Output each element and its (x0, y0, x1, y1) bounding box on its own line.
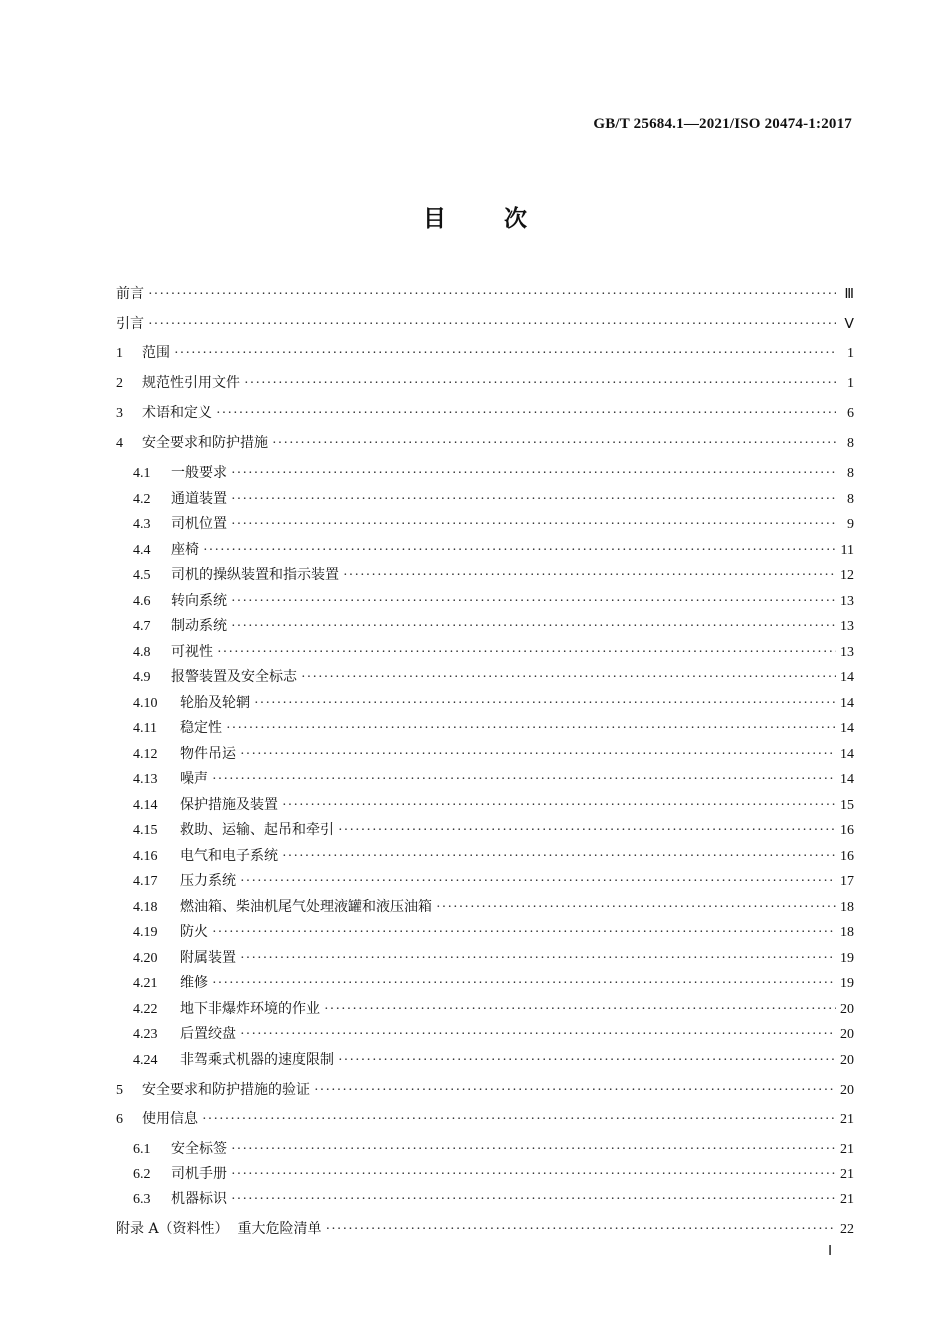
leader-dots (226, 718, 836, 740)
title-char-2: 次 (504, 206, 527, 232)
toc-page: 1 (847, 346, 854, 361)
leader-dots (212, 922, 836, 944)
toc-number: 4.22 (133, 1002, 158, 1017)
leader-dots (240, 948, 836, 970)
standard-code: GB/T 25684.1—2021/ISO 20474-1:2017 (593, 116, 852, 132)
toc-entry[interactable] (133, 896, 854, 918)
leader-dots (338, 1050, 836, 1072)
toc-label: 轮胎及轮辋 (180, 695, 250, 711)
leader-dots (231, 1189, 836, 1211)
toc-page: 21 (840, 1167, 854, 1182)
toc-page: 8 (847, 466, 854, 481)
toc-entry[interactable] (133, 462, 854, 484)
toc-label: 前言 (116, 286, 144, 302)
leader-dots (244, 373, 836, 395)
toc-label: 通道装置 (171, 491, 227, 507)
toc-label: 地下非爆炸环境的作业 (180, 1001, 320, 1017)
toc-number: 4.20 (133, 951, 158, 966)
toc-page: 8 (847, 492, 854, 507)
toc-entry[interactable] (133, 564, 854, 586)
toc-number: 4.16 (133, 849, 158, 864)
toc-entry[interactable] (116, 1079, 854, 1101)
page-folio: Ⅰ (828, 1244, 833, 1259)
toc-entry[interactable] (133, 998, 854, 1020)
toc-page: 20 (840, 1083, 854, 1098)
toc-entry[interactable] (116, 313, 854, 335)
toc-page: 17 (840, 874, 854, 889)
toc-label: 规范性引用文件 (142, 375, 240, 391)
toc-number: 4.5 (133, 568, 151, 583)
toc-entry[interactable] (133, 1138, 854, 1160)
toc-number: 4.10 (133, 696, 158, 711)
toc-number: 4.24 (133, 1053, 158, 1068)
leader-dots (314, 1080, 836, 1102)
toc-label: 术语和定义 (142, 405, 212, 421)
toc-number: 4.21 (133, 976, 158, 991)
leader-dots (202, 1109, 836, 1131)
toc-entry[interactable] (133, 819, 854, 841)
toc-entry[interactable] (133, 768, 854, 790)
toc-entry[interactable] (133, 845, 854, 867)
toc-page: 20 (840, 1002, 854, 1017)
toc-entry[interactable] (116, 1108, 854, 1130)
leader-dots (240, 871, 836, 893)
toc-number: 4.19 (133, 925, 158, 940)
toc-number: 2 (116, 376, 123, 391)
leader-dots (174, 343, 836, 365)
toc-entry[interactable] (116, 342, 854, 364)
toc-label: 维修 (180, 975, 208, 991)
toc-page: 13 (840, 645, 854, 660)
leader-dots (436, 897, 836, 919)
toc-number: 3 (116, 406, 123, 421)
toc-entry[interactable] (116, 283, 854, 305)
toc-number: 4.18 (133, 900, 158, 915)
leader-dots (212, 973, 836, 995)
toc-label: 附属装置 (180, 950, 236, 966)
toc-label: 转向系统 (171, 593, 227, 609)
leader-dots (231, 514, 836, 536)
toc-number: 4.17 (133, 874, 158, 889)
toc-number: 1 (116, 346, 123, 361)
toc-label: 防火 (180, 924, 208, 940)
leader-dots (240, 1024, 836, 1046)
leader-dots (148, 284, 836, 306)
toc-page: 18 (840, 900, 854, 915)
leader-dots (231, 1164, 836, 1186)
toc-page: 21 (840, 1192, 854, 1207)
toc-page: 18 (840, 925, 854, 940)
toc-entry[interactable] (133, 717, 854, 739)
leader-dots (216, 403, 836, 425)
toc-label: 座椅 (171, 542, 199, 558)
leader-dots (231, 616, 836, 638)
toc-page: 9 (847, 517, 854, 532)
toc-page: 6 (847, 406, 854, 421)
toc-number: 4.14 (133, 798, 158, 813)
toc-page: 14 (840, 696, 854, 711)
toc-number: 6.1 (133, 1142, 151, 1157)
toc-page: 22 (840, 1222, 854, 1237)
toc-number: 4.6 (133, 594, 151, 609)
toc-page: Ⅴ (844, 317, 854, 332)
toc-label: 安全标签 (171, 1141, 227, 1157)
leader-dots (217, 642, 836, 664)
toc-entry[interactable] (133, 692, 854, 714)
toc-label: 保护措施及装置 (180, 797, 278, 813)
toc-label: 安全要求和防护措施 (142, 435, 268, 451)
toc-number: 6.3 (133, 1192, 151, 1207)
toc-label: 范围 (142, 345, 170, 361)
toc-entry[interactable] (133, 513, 854, 535)
toc-number: 4.9 (133, 670, 151, 685)
toc-entry[interactable] (133, 641, 854, 663)
toc-page: 14 (840, 772, 854, 787)
toc-label: 使用信息 (142, 1111, 198, 1127)
toc-page: 20 (840, 1053, 854, 1068)
leader-dots (254, 693, 836, 715)
leader-dots (231, 1139, 836, 1161)
toc-page: 14 (840, 747, 854, 762)
toc-entry[interactable] (133, 539, 854, 561)
toc-entry[interactable] (133, 666, 854, 688)
toc-page: 13 (840, 619, 854, 634)
toc-page: Ⅲ (844, 287, 854, 302)
toc-entry[interactable] (116, 1218, 854, 1240)
toc-entry[interactable] (133, 1049, 854, 1071)
toc-page: 16 (840, 849, 854, 864)
toc-entry[interactable] (133, 1023, 854, 1045)
toc-label: 机器标识 (171, 1191, 227, 1207)
toc-label: 附录 A（资料性） 重大危险清单 (116, 1221, 322, 1237)
leader-dots (231, 591, 836, 613)
toc-entry[interactable] (133, 921, 854, 943)
toc-label: 报警装置及安全标志 (171, 669, 297, 685)
leader-dots (338, 820, 836, 842)
leader-dots (343, 565, 836, 587)
toc-page: 21 (840, 1112, 854, 1127)
toc-entry[interactable] (133, 488, 854, 510)
toc-label: 压力系统 (180, 873, 236, 889)
toc-number: 4.2 (133, 492, 151, 507)
toc-number: 4.12 (133, 747, 158, 762)
toc-page: 12 (840, 568, 854, 583)
toc-label: 物件吊运 (180, 746, 236, 762)
leader-dots (231, 463, 836, 485)
leader-dots (231, 489, 836, 511)
leader-dots (240, 744, 836, 766)
toc-entry[interactable] (133, 1188, 854, 1210)
toc-number: 4.23 (133, 1027, 158, 1042)
toc-page: 14 (840, 670, 854, 685)
toc-page: 14 (840, 721, 854, 736)
leader-dots (301, 667, 836, 689)
toc-label: 安全要求和防护措施的验证 (142, 1082, 310, 1098)
toc-label: 一般要求 (171, 465, 227, 481)
toc-label: 非驾乘式机器的速度限制 (180, 1052, 334, 1068)
toc-page: 13 (840, 594, 854, 609)
toc-number: 4.1 (133, 466, 151, 481)
toc-entry[interactable] (133, 972, 854, 994)
toc-number: 5 (116, 1083, 123, 1098)
toc-entry[interactable] (133, 590, 854, 612)
toc-page: 16 (840, 823, 854, 838)
toc-entry[interactable] (116, 372, 854, 394)
toc-number: 4.4 (133, 543, 151, 558)
toc-label: 可视性 (171, 644, 213, 660)
toc-entry[interactable] (133, 794, 854, 816)
toc-entry[interactable] (133, 743, 854, 765)
toc-number: 4.3 (133, 517, 151, 532)
leader-dots (282, 795, 836, 817)
toc-entry[interactable] (133, 947, 854, 969)
toc-page: 20 (840, 1027, 854, 1042)
toc-number: 4.13 (133, 772, 158, 787)
title-char-1: 目 (423, 206, 446, 232)
toc-entry[interactable] (133, 870, 854, 892)
leader-dots (324, 999, 836, 1021)
leader-dots (148, 314, 836, 336)
toc-label: 救助、运输、起吊和牵引 (180, 822, 334, 838)
toc-page: 15 (840, 798, 854, 813)
toc-page: 8 (847, 436, 854, 451)
toc-number: 4.8 (133, 645, 151, 660)
leader-dots (203, 540, 836, 562)
toc-page: 1 (847, 376, 854, 391)
toc-entry[interactable] (116, 402, 854, 424)
toc-number: 4.15 (133, 823, 158, 838)
toc-number: 6 (116, 1112, 123, 1127)
toc-number: 4.11 (133, 721, 157, 736)
leader-dots (325, 1219, 836, 1241)
toc-label: 噪声 (180, 771, 208, 787)
toc-number: 4 (116, 436, 123, 451)
toc-label: 电气和电子系统 (180, 848, 278, 864)
toc-label: 后置绞盘 (180, 1026, 236, 1042)
toc-label: 引言 (116, 316, 144, 332)
toc-page: 19 (840, 976, 854, 991)
toc-entry[interactable] (133, 615, 854, 637)
toc-page: 19 (840, 951, 854, 966)
toc-label: 稳定性 (180, 720, 222, 736)
toc-number: 4.7 (133, 619, 151, 634)
leader-dots (282, 846, 836, 868)
toc-label: 燃油箱、柴油机尾气处理液罐和液压油箱 (180, 899, 432, 915)
toc-number: 6.2 (133, 1167, 151, 1182)
toc-label: 司机位置 (171, 516, 227, 532)
toc-page: 21 (840, 1142, 854, 1157)
toc-page: 11 (840, 543, 854, 558)
toc-entry[interactable] (116, 432, 854, 454)
toc-label: 司机手册 (171, 1166, 227, 1182)
leader-dots (272, 433, 836, 455)
toc-entry[interactable] (133, 1163, 854, 1185)
leader-dots (212, 769, 836, 791)
page-title (0, 200, 950, 233)
toc-label: 制动系统 (171, 618, 227, 634)
toc-label: 司机的操纵装置和指示装置 (171, 567, 339, 583)
